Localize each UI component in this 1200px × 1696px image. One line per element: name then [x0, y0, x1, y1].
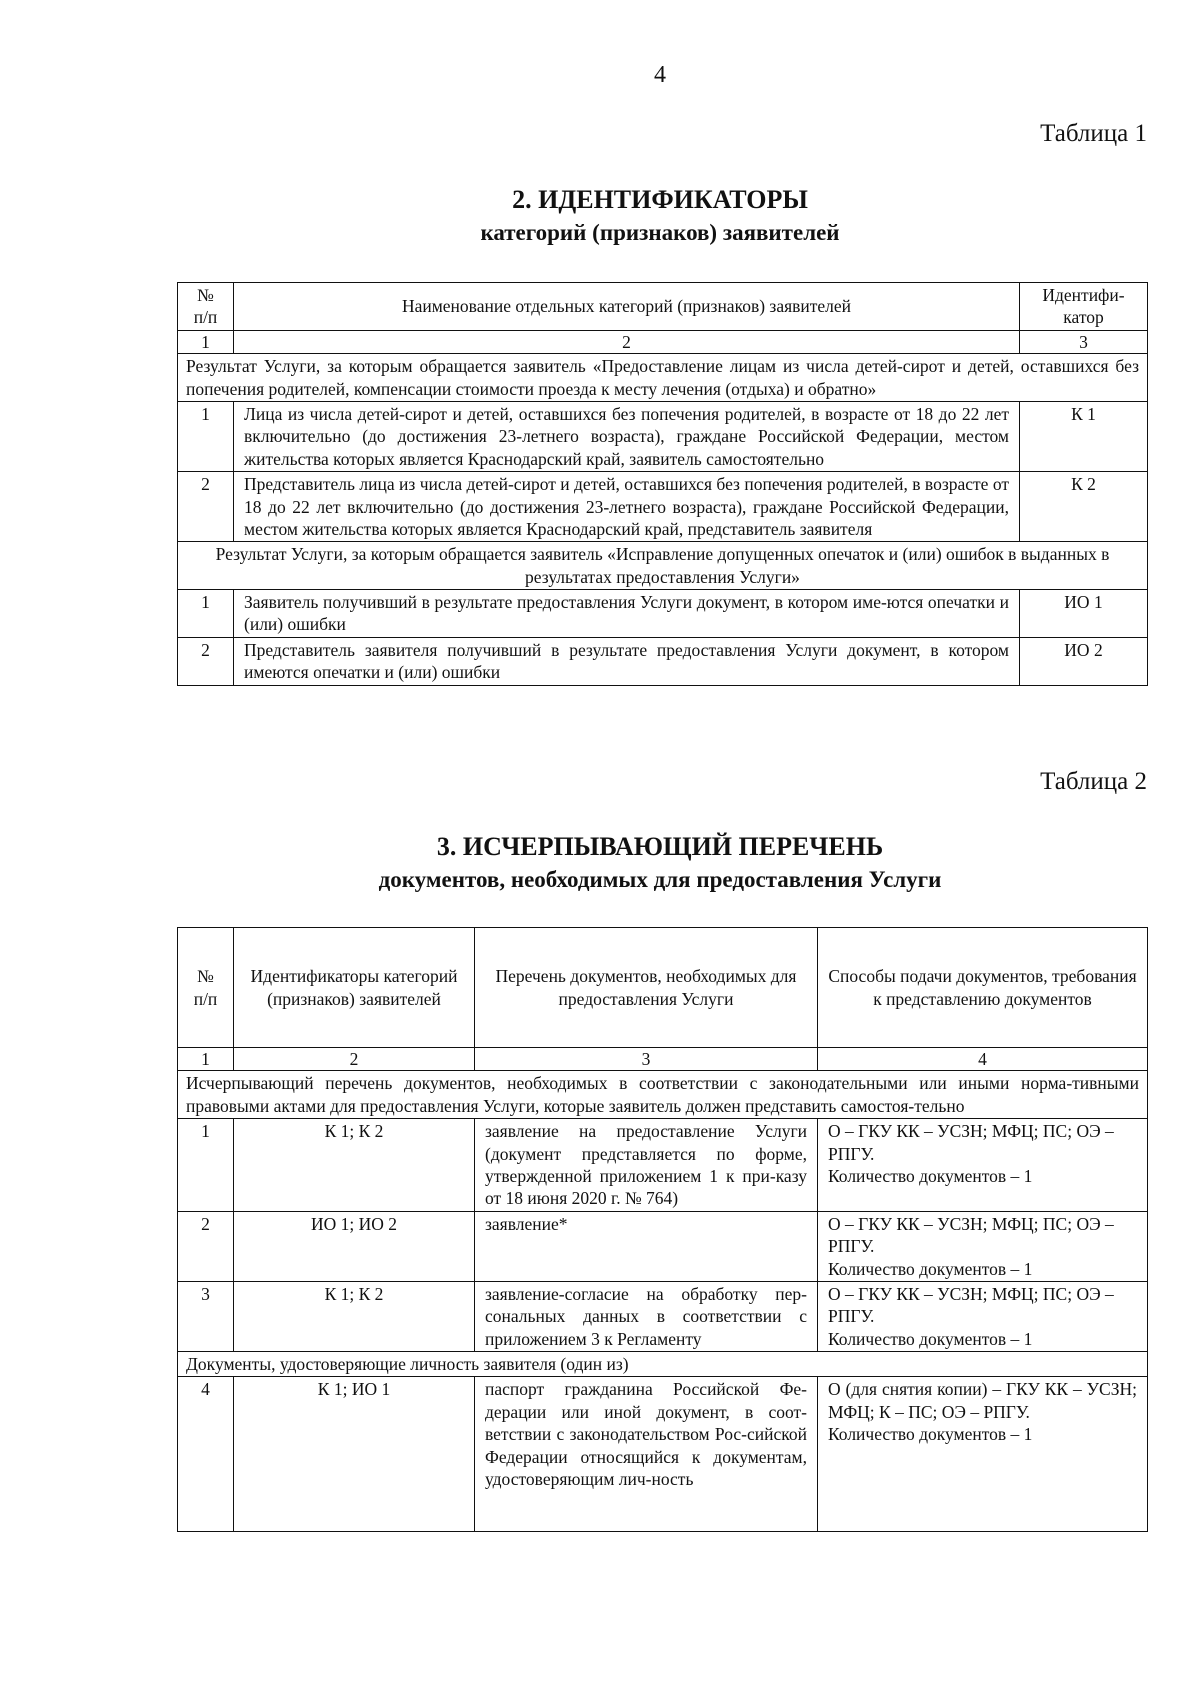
group-heading-row: [178, 354, 1148, 402]
row-number: 2: [178, 1211, 234, 1281]
page-number: 4: [654, 62, 666, 88]
column-number-row: [178, 1048, 1148, 1071]
section-heading-row: [178, 1352, 1148, 1377]
col-header-identifier: Идентифи-катор: [1020, 283, 1148, 331]
applicant-identifiers: К 1; К 2: [234, 1281, 475, 1351]
col-number: 3: [475, 1048, 818, 1071]
document-description: заявление*: [475, 1211, 818, 1281]
category-description: Представитель заявителя получивший в результате предоставления Услуги документ, в котором имеются опечатки и (или) ошибки: [234, 637, 1020, 685]
applicant-identifiers: ИО 1; ИО 2: [234, 1211, 475, 1281]
category-identifier: ИО 2: [1020, 637, 1148, 685]
section-heading: Исчерпывающий перечень документов, необходимых в соответствии с законодательными или иными норма-тивными правовыми актами для предоставления Услуги, которые заявитель должен представить самостоя-тельно: [178, 1071, 1148, 1119]
col-header-number: № п/п: [178, 283, 234, 331]
submission-method: О (для снятия копии) – ГКУ КК – УСЗН; МФЦ; К – ПС; ОЭ – РПГУ.: [828, 1379, 1137, 1422]
col-number: 1: [178, 330, 234, 353]
row-number: 4: [178, 1377, 234, 1532]
row-number: 3: [178, 1281, 234, 1351]
table-row: [178, 1281, 1148, 1351]
row-number: 2: [178, 472, 234, 542]
document-count: Количество документов – 1: [828, 1165, 1033, 1186]
table1-caption: Таблица 1: [1040, 120, 1147, 147]
row-number: 1: [178, 590, 234, 638]
table-row: [178, 472, 1148, 542]
row-number: 1: [178, 401, 234, 471]
table2-caption: Таблица 2: [1040, 768, 1147, 795]
documents-table: [177, 927, 1148, 1532]
document-description: заявление-согласие на обработку пер-сональных данных в соответствии с приложением 3 к Регламенту: [475, 1281, 818, 1351]
col-number: 2: [234, 330, 1020, 353]
col-number: 2: [234, 1048, 475, 1071]
category-identifier: К 1: [1020, 401, 1148, 471]
applicant-identifiers: К 1; ИО 1: [234, 1377, 475, 1532]
category-description: Лица из числа детей-сирот и детей, оставшихся без попечения родителей, в возрасте от 18 до 22 лет включительно (до достижения 23-летнего возраста), граждане Российской Федерации, местом жительства которых является Краснодарский край, заявитель самостоятельно: [234, 401, 1020, 471]
section-heading-row: [178, 1071, 1148, 1119]
section-heading: Документы, удостоверяющие личность заявителя (один из): [178, 1352, 1148, 1377]
table2-subtitle: документов, необходимых для предоставления Услуги: [378, 867, 942, 892]
table-row: [178, 401, 1148, 471]
table-row: [178, 1119, 1148, 1212]
document-count: Количество документов – 1: [828, 1328, 1033, 1349]
col-number: 1: [178, 1048, 234, 1071]
table2-title: 3. ИСЧЕРПЫВАЮЩИЙ ПЕРЕЧЕНЬ: [436, 832, 884, 861]
group-heading-row: [178, 542, 1148, 590]
row-number: 2: [178, 637, 234, 685]
table-row: [178, 1377, 1148, 1532]
identifiers-table: [177, 282, 1148, 686]
column-number-row: [178, 330, 1148, 353]
category-identifier: К 2: [1020, 472, 1148, 542]
document-count: Количество документов – 1: [828, 1424, 1033, 1445]
table1-title: 2. ИДЕНТИФИКАТОРЫ: [512, 185, 808, 214]
table-header-row: [178, 928, 1148, 1048]
col-header-category-name: Наименование отдельных категорий (признаков) заявителей: [234, 283, 1020, 331]
group-heading: Результат Услуги, за которым обращается заявитель «Предоставление лицам из числа детей-сирот и детей, оставшихся без попечения родителей, компенсации стоимости проезда к месту лечения (отдыха) и обратно»: [178, 354, 1148, 402]
document-count: Количество документов – 1: [828, 1258, 1033, 1279]
applicant-identifiers: К 1; К 2: [234, 1119, 475, 1212]
group-heading: Результат Услуги, за которым обращается заявитель «Исправление допущенных опечаток и (или) ошибок в выданных в результатах предоставления Услуги»: [178, 542, 1148, 590]
col-header-documents: Перечень документов, необходимых для предоставления Услуги: [475, 928, 818, 1048]
document-description: паспорт гражданина Российской Фе-дерации или иной документ, в соот-ветствии с законодательством Рос-сийской Федерации относящийся к документам, удостоверяющим лич-ность: [475, 1377, 818, 1532]
table-row: [178, 637, 1148, 685]
category-description: Представитель лица из числа детей-сирот и детей, оставшихся без попечения родителей, в возрасте от 18 до 22 лет включительно (до достижения 23-летнего возраста), граждане Российской Федерации, местом жительства которых является Краснодарский край, представитель заявителя: [234, 472, 1020, 542]
submission-cell: [818, 1211, 1148, 1281]
category-description: Заявитель получивший в результате предоставления Услуги документ, в котором име-ются опечатки и (или) ошибки: [234, 590, 1020, 638]
document-description: заявление на предоставление Услуги (документ представляется по форме, утвержденной приложением 1 к при-казу от 18 июня 2020 г. № 764): [475, 1119, 818, 1212]
col-number: 4: [818, 1048, 1148, 1071]
submission-method: О – ГКУ КК – УСЗН; МФЦ; ПС; ОЭ – РПГУ.: [828, 1121, 1114, 1164]
table-row: [178, 1211, 1148, 1281]
submission-method: О – ГКУ КК – УСЗН; МФЦ; ПС; ОЭ – РПГУ.: [828, 1213, 1114, 1257]
table1-subtitle: категорий (признаков) заявителей: [480, 220, 840, 245]
table-row: [178, 590, 1148, 638]
row-number: 1: [178, 1119, 234, 1212]
submission-cell: [818, 1119, 1148, 1212]
col-header-submission-methods: Способы подачи документов, требования к представлению документов: [818, 928, 1148, 1048]
submission-cell: [818, 1281, 1148, 1351]
category-identifier: ИО 1: [1020, 590, 1148, 638]
submission-method: О – ГКУ КК – УСЗН; МФЦ; ПС; ОЭ – РПГУ.: [828, 1283, 1114, 1327]
table-header-row: [178, 283, 1148, 331]
col-header-identifiers: Идентификаторы категорий (признаков) заявителей: [234, 928, 475, 1048]
submission-cell: [818, 1377, 1148, 1532]
col-header-number: № п/п: [178, 928, 234, 1048]
col-number: 3: [1020, 330, 1148, 353]
